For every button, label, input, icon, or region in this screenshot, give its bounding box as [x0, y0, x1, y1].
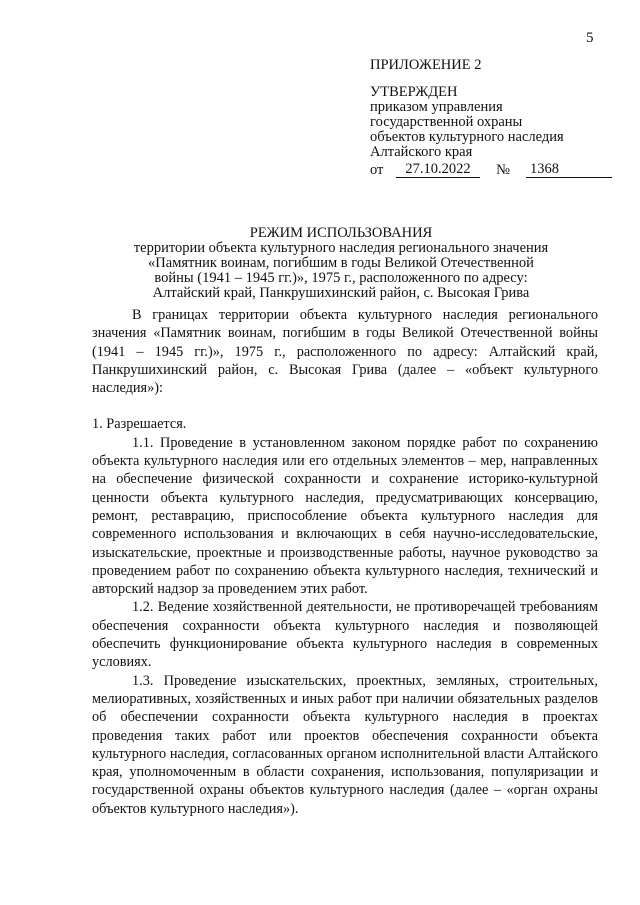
approval-line: объектов культурного наследия — [370, 129, 564, 145]
order-number: 1368 — [526, 162, 612, 178]
approval-line: государственной охраны — [370, 114, 523, 130]
approval-line: приказом управления — [370, 99, 503, 115]
date-prefix: от — [370, 162, 384, 178]
intro-paragraph: В границах территории объекта культурного наследия регионального значения «Памятник воинам, погибшим в годы Великой Отечественной войны (1941 – 1945 гг.)», 1975 г., расположенного по адресу: Алтайский край, Панкрушихинский район, с. Высокая Грива (далее – «объект культурного наследия»): — [92, 307, 598, 397]
heading-line: Алтайский край, Панкрушихинский район, с. Высокая Грива — [152, 285, 530, 301]
heading-line: «Памятник воинам, погибшим в годы Великой Отечественной — [148, 255, 534, 271]
section-title: 1. Разрешается. — [92, 416, 187, 433]
clause-1-3: 1.3. Проведение изыскательских, проектных, земляных, строительных, мелиоративных, хозяйственных и иных работ при наличии обязательных разделов об обеспечении сохранности объекта культурного наследия в проектах проведения таких работ или проектов обеспечения сохранности объекта культурного наследия, согласованных органом исполнительной власти Алтайского края, уполномоченным в области сохранения, использования, популяризации и государственной охраны объектов культурного наследия (далее – «орган охраны объектов культурного наследия»). — [92, 672, 598, 817]
document-heading — [96, 226, 586, 301]
order-date-number — [370, 162, 620, 178]
order-date: 27.10.2022 — [396, 162, 480, 178]
heading-line: войны (1941 – 1945 гг.)», 1975 г., расположенного по адресу: — [154, 270, 528, 286]
document-body — [92, 306, 598, 818]
heading-line: территории объекта культурного наследия регионального значения — [133, 240, 549, 256]
appendix-label: ПРИЛОЖЕНИЕ 2 — [370, 57, 482, 73]
page-number: 5 — [586, 30, 594, 46]
approval-line: Алтайского края — [370, 144, 473, 160]
approval-stamp — [370, 58, 620, 178]
clause-1-2: 1.2. Ведение хозяйственной деятельности, не противоречащей требованиям обеспечения сохранности объекта культурного наследия и позволяющей обеспечить функционирование объекта культурного наследия в современных условиях. — [92, 599, 598, 671]
approved-label: УТВЕРЖДЕН — [370, 84, 458, 100]
number-sign: № — [496, 162, 510, 178]
document-title: РЕЖИМ ИСПОЛЬЗОВАНИЯ — [249, 225, 433, 241]
clause-1-1: 1.1. Проведение в установленном законом порядке работ по сохранению объекта культурного наследия или его отдельных элементов – мер, направленных на обеспечение физической сохранности и сохранение историко-культурной ценности объекта культурного наследия, предусматривающих консервацию, ремонт, реставрацию, приспособление объекта культурного наследия для современного использования и включающих в себя научно-исследовательские, изыскательские, проектные и производственные работы, научное руководство за проведением работ по сохранению объекта культурного наследия, технический и авторский надзор за проведением этих работ. — [92, 434, 598, 598]
